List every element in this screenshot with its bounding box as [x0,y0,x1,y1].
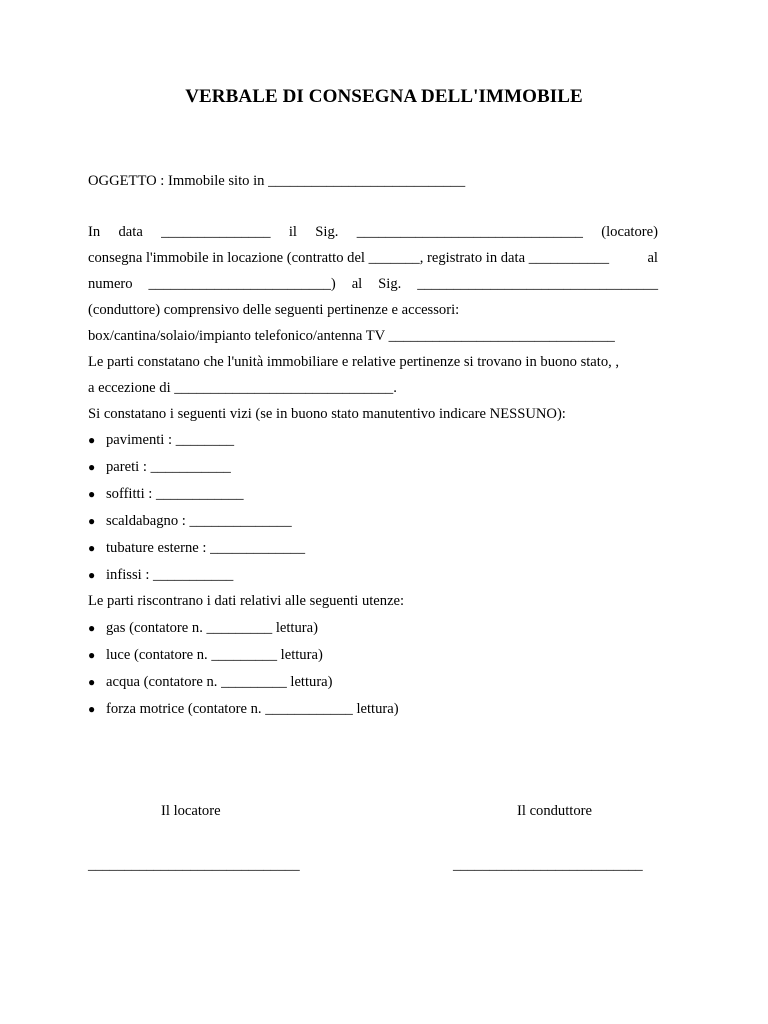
word: Sig. [378,276,402,292]
blank-field: _______________ [161,224,271,240]
bullet-icon: ● [88,460,96,474]
list-item-utenze [88,618,318,638]
list-item-vizi [88,511,292,531]
list-item-text: gas (contatore n. _________ lettura) [106,620,318,636]
paragraph-line-4: (conduttore) comprensivo delle seguenti pertinenze e accessori: [88,302,460,318]
paragraph-line-5: box/cantina/solaio/impianto telefonico/antenna TV _______________________________ [88,328,615,344]
paragraph-line-3 [88,274,658,294]
paragraph-line-9: Le parti riscontrano i dati relativi alle seguenti utenze: [88,593,405,609]
paragraph-line-2 [88,248,658,268]
list-item-vizi [88,484,244,504]
list-item-utenze [88,645,323,665]
signature-label-locatore: Il locatore [161,803,221,819]
list-item-utenze [88,672,333,692]
list-item-utenze [88,699,399,719]
list-item-text: tubature esterne : _____________ [106,540,305,556]
word: data [118,224,143,240]
list-item-text: forza motrice (contatore n. ____________ lettura) [106,701,399,717]
word: (locatore) [601,224,658,240]
word: al [647,250,658,266]
signature-line-locatore: _____________________________ [88,857,300,873]
bullet-icon: ● [88,621,96,635]
bullet-icon: ● [88,487,96,501]
list-item-text: soffitti : ____________ [106,486,244,502]
paragraph-line-8: Si constatano i seguenti vizi (se in buono stato manutentivo indicare NESSUNO): [88,406,566,422]
paragraph-line-6: Le parti constatano che l'unità immobiliare e relative pertinenze si trovano in buono stato, , [88,354,620,370]
list-item-text: luce (contatore n. _________ lettura) [106,647,323,663]
blank-field: _________________________________ [417,276,658,292]
word: numero [88,276,133,292]
list-item-vizi [88,565,233,585]
document-title: VERBALE DI CONSEGNA DELL'IMMOBILE [185,86,583,107]
signature-label-conduttore: Il conduttore [517,803,592,819]
list-item-vizi [88,538,305,558]
oggetto-line: OGGETTO : Immobile sito in ___________________________ [88,173,466,189]
bullet-icon: ● [88,433,96,447]
list-item-vizi [88,430,234,450]
blank-field: _________________________) [148,276,336,292]
signature-line-conduttore: __________________________ [453,857,643,873]
bullet-icon: ● [88,648,96,662]
list-item-text: pareti : ___________ [106,459,231,475]
word: al [351,276,363,292]
paragraph-line-7: a eccezione di ______________________________. [88,380,397,396]
bullet-icon: ● [88,675,96,689]
list-item-vizi [88,457,231,477]
word: il [288,224,297,240]
word: In [88,224,101,240]
text-segment: consegna l'immobile in locazione (contratto del _______, registrato in data ___________ [88,250,609,266]
list-item-text: pavimenti : ________ [106,432,235,448]
bullet-icon: ● [88,514,96,528]
word: Sig. [315,224,339,240]
list-item-text: infissi : ___________ [106,567,234,583]
blank-field: _______________________________ [356,224,583,240]
bullet-icon: ● [88,541,96,555]
list-item-text: scaldabagno : ______________ [106,513,292,529]
bullet-icon: ● [88,702,96,716]
bullet-icon: ● [88,568,96,582]
paragraph-line-1 [88,222,658,242]
list-item-text: acqua (contatore n. _________ lettura) [106,674,333,690]
